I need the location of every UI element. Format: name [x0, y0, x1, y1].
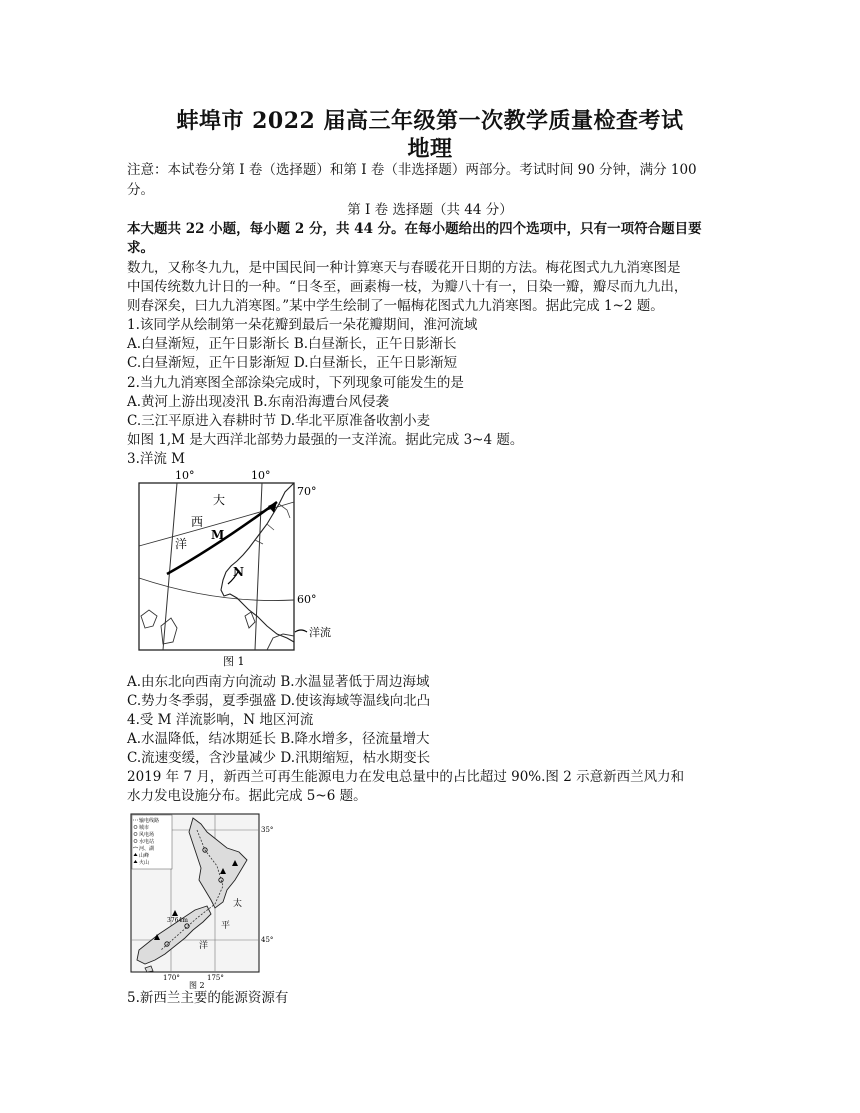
- q4-stem: 4.受 M 洋流影响，N 地区河流: [127, 712, 314, 728]
- legend-current-symbol: [295, 630, 307, 632]
- passage3-line-1: 2019 年 7 月，新西兰可再生能源电力在发电总量中的占比超过 90%.图 2 示意新西兰风力和: [127, 769, 685, 785]
- section-instruction-2: 求。: [127, 240, 154, 256]
- q3-options-ab: A.由东北向西南方向流动 B.水温显著低于周边海域: [127, 674, 430, 690]
- section-heading: 第 I 卷 选择题（共 44 分）: [347, 202, 513, 218]
- ocean-label-1: 大: [213, 493, 226, 507]
- passage1-line-3: 则春深矣，曰九九消寒图。”某中学生绘制了一幅梅花图式九九消寒图。据此完成 1~2 题。: [127, 298, 664, 314]
- ocean2-label-3: 洋: [199, 941, 209, 951]
- notice-line-1: 注意：本试卷分第 I 卷（选择题）和第 I 卷（非选择题）两部分。考试时间 90 分钟，满分 100: [127, 162, 697, 178]
- passage1-line-1: 数九，又称冬九九，是中国民间一种计算寒天与春暖花开日期的方法。梅花图式九九消寒图是: [127, 260, 681, 276]
- q5-stem: 5.新西兰主要的能源资源有: [127, 990, 289, 1006]
- legend-item-hydro: 水电站: [139, 839, 155, 845]
- q1-options-cd: C.白昼渐短，正午日影渐短 D.白昼渐长，正午日影渐短: [127, 355, 458, 371]
- passage2-line-1: 如图 1,M 是大西洋北部势力最强的一支洋流。据此完成 3~4 题。: [127, 432, 524, 448]
- lat-label-top: 70°: [297, 485, 317, 498]
- legend-item-river: 河、湖: [139, 846, 155, 852]
- figure-1-caption: 图 1: [223, 655, 245, 668]
- figure-2-caption: 图 2: [189, 981, 205, 990]
- q4-options-ab: A.水温降低，结冰期延长 B.降水增多，径流量增大: [127, 731, 430, 747]
- ocean-label-3: 洋: [175, 537, 188, 551]
- q1-stem: 1.该同学从绘制第一朵花瓣到最后一朵花瓣期间，淮河流域: [127, 317, 478, 333]
- legend-current-label: 洋流: [309, 626, 331, 639]
- q4-options-cd: C.流速变缓，含沙量减少 D.汛期缩短，枯水期变长: [127, 750, 431, 766]
- q2-stem: 2.当九九消寒图全部涂染完成时，下列现象可能发生的是: [127, 375, 464, 391]
- figure-1-map: [127, 466, 377, 676]
- lon-label-right: 10°: [251, 469, 271, 482]
- figure-2-map: [127, 810, 277, 990]
- lon-175-label: 175°: [207, 974, 224, 982]
- exam-title: 蚌埠市 2022 届高三年级第一次教学质量检查考试: [176, 108, 684, 134]
- section-instruction-1: 本大题共 22 小题，每小题 2 分，共 44 分。在每小题给出的四个选项中，只有一项符合题目要: [127, 221, 702, 237]
- lat-45-label: 45°: [261, 936, 274, 944]
- lon-label-left: 10°: [175, 469, 195, 482]
- legend-item-volcano: 火山: [139, 860, 150, 866]
- legend-item-city: 城市: [139, 825, 150, 831]
- ocean2-label-1: 太: [233, 899, 243, 909]
- lat-label-bottom: 60°: [297, 593, 317, 606]
- legend-item-wind: 风电场: [139, 832, 155, 838]
- notice-line-2: 分。: [127, 182, 154, 198]
- passage1-line-2: 中国传统数九计日的一种。“日冬至，画素梅一枝，为瓣八十有一，日染一瓣，瓣尽而九九出，: [127, 279, 688, 295]
- current-m-label: M: [211, 528, 225, 542]
- legend-item-peak: 山峰: [139, 853, 150, 859]
- peak-height-label: 3764m: [167, 917, 188, 924]
- passage3-line-2: 水力发电设施分布。据此完成 5~6 题。: [127, 788, 367, 804]
- q3-options-cd: C.势力冬季弱，夏季强盛 D.使该海域等温线向北凸: [127, 693, 431, 709]
- region-n-label: N: [233, 565, 244, 579]
- q2-options-cd: C.三江平原进入春耕时节 D.华北平原准备收割小麦: [127, 413, 431, 429]
- ocean-label-2: 西: [191, 515, 204, 529]
- legend-item-powerline: 输电线路: [139, 818, 160, 824]
- lon-170-label: 170°: [163, 974, 180, 982]
- q1-options-ab: A.白昼渐短，正午日影渐长 B.白昼渐长，正午日影渐长: [127, 336, 457, 352]
- ocean2-label-2: 平: [221, 921, 231, 931]
- q3-stem: 3.洋流 M: [127, 451, 185, 467]
- exam-subject: 地理: [407, 136, 453, 162]
- lat-35-label: 35°: [261, 826, 274, 834]
- q2-options-ab: A.黄河上游出现凌汛 B.东南沿海遭台风侵袭: [127, 394, 390, 410]
